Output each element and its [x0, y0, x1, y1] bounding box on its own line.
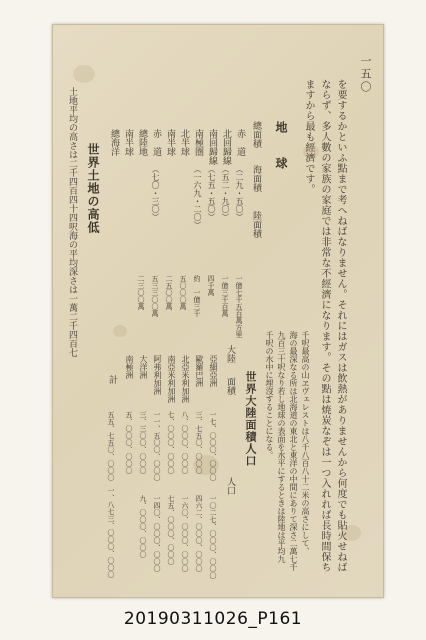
earth-col-header-1: 總面積	[251, 121, 261, 148]
continent-header-1: 大陸	[225, 345, 235, 363]
continent-row-6-area: 三、三〇〇、〇〇〇	[139, 411, 147, 474]
earth-row-2-value: （五二・九〇）	[221, 165, 230, 221]
continent-total-pop: 一、八七三、〇〇〇、〇〇〇	[107, 487, 115, 578]
continent-row-4-pop: 七五、〇〇〇、〇〇〇	[167, 495, 175, 565]
earth-row-3-value: （七五・五〇）	[207, 165, 216, 221]
earth-title: 地 球	[274, 121, 288, 175]
earth-row-4-value: （一六九・二〇）	[193, 165, 202, 229]
earth-row-7-value: （七〇・三〇）	[151, 165, 160, 221]
continent-header-2: 面積	[225, 377, 235, 395]
earth-row-1-figure: 一億七千五百萬方里	[235, 275, 243, 338]
continent-row-5-name: 阿弗利加洲	[153, 355, 162, 395]
earth-col-header-3: 陸面積	[251, 211, 261, 238]
continent-row-3-pop: 一六〇、〇〇〇、〇〇〇	[181, 495, 189, 572]
continent-total-area: 五五、七五〇、〇〇〇	[107, 411, 115, 481]
elevation-body: 土地平均の高さは二千四百四十四呎海の平均深さは一萬二千四百七	[67, 87, 77, 357]
continent-row-5-pop: 一四〇、〇〇〇、〇〇〇	[153, 495, 161, 572]
earth-row-1-value: （二九・五〇）	[235, 165, 244, 221]
earth-row-7-figure: 五三三〇〇萬	[151, 275, 159, 317]
earth-summary-2: 南半球	[123, 129, 133, 156]
earth-row-2: 北回歸線	[221, 129, 231, 165]
earth-row-5-figure: 五〇〇〇萬	[179, 275, 187, 310]
continent-row-1-area: 一七、〇〇〇、〇〇〇	[209, 411, 217, 481]
continent-row-3-name: 北亞米利加洲	[181, 355, 190, 403]
earth-row-1: 赤 道	[235, 129, 245, 156]
continent-row-2-pop: 四六二、〇〇〇、〇〇〇	[195, 495, 203, 572]
page-number: 一五〇	[359, 55, 372, 94]
earth-row-5: 北半球	[179, 129, 189, 156]
continent-row-7-area: 五、〇〇〇、〇〇〇	[125, 411, 133, 474]
body-line-3: ますから最も經濟です。	[303, 79, 314, 195]
image-caption: 20190311026_P161	[123, 609, 303, 629]
earth-row-6-figure: 二五〇〇萬	[165, 275, 173, 310]
earth-summary-1: 總陸地	[137, 129, 147, 156]
continent-header-3: 人口	[225, 477, 235, 495]
continent-row-1-pop: 一〇二七、〇〇〇、〇〇〇	[209, 495, 217, 579]
earth-summary-3: 總海洋	[109, 129, 119, 156]
continent-row-3-area: 八、〇〇〇、〇〇〇	[181, 411, 189, 474]
continent-intro-4: 千呎の水中に埋沒することになる。	[265, 331, 274, 459]
continent-intro-3: 九百三十呎なり若し地球の表面を水平にするときは陸地は平均九	[277, 331, 286, 563]
continent-row-6-name: 大洋洲	[139, 355, 148, 379]
earth-row-6: 南半球	[165, 129, 175, 156]
earth-row-4: 南極圏	[193, 129, 203, 156]
body-line-2: ならず、多人數の家族の家庭では非常な不經濟になります。その點は焼炭なぞは一つ入れれば長時間保ち	[319, 79, 330, 573]
earth-col-header-2: 海面積	[251, 165, 261, 192]
earth-row-3-figure: 四千萬	[207, 275, 215, 296]
elevation-title: 世界土地の高低	[86, 143, 100, 234]
continent-row-1-name: 亞細亞洲	[209, 355, 218, 387]
earth-row-7: 赤 道	[151, 129, 161, 156]
earth-row-4-figure: 約 一億三千	[193, 275, 201, 317]
continent-intro-1: 千呎最高の山ヱヴェレストは八千八百八十二米の高さにして、	[301, 331, 310, 555]
continent-intro-2: 海の最深なる所は北海道の東北と東洋の中間にありて深さ二萬七千	[289, 331, 298, 571]
earth-row-3: 南回歸線	[207, 129, 217, 165]
body-line-1: を要するかといふ點まで考へねばなりません。それにはガスは飲熱がありませんから何度でも貼火せねば	[335, 79, 346, 573]
earth-row-2-figure: 一億三千百萬	[221, 275, 229, 317]
continent-total-label: 計	[107, 375, 117, 384]
earth-row-8-figure: 二三〇〇萬	[137, 275, 145, 310]
continent-title: 世界大陸面積人口	[244, 371, 257, 467]
continent-row-2-area: 三、七五〇、〇〇〇	[195, 411, 203, 474]
continent-row-6-pop: 九、〇〇〇、〇〇〇	[139, 495, 147, 558]
continent-row-2-name: 歐羅巴洲	[195, 355, 204, 387]
continent-row-7-name: 南極洲	[125, 355, 134, 379]
book-page	[52, 24, 384, 598]
continent-row-5-area: 一一、五〇〇、〇〇〇	[153, 411, 161, 481]
continent-row-4-area: 七、〇〇〇、〇〇〇	[167, 411, 175, 474]
continent-row-4-name: 南亞米利加洲	[167, 355, 176, 403]
